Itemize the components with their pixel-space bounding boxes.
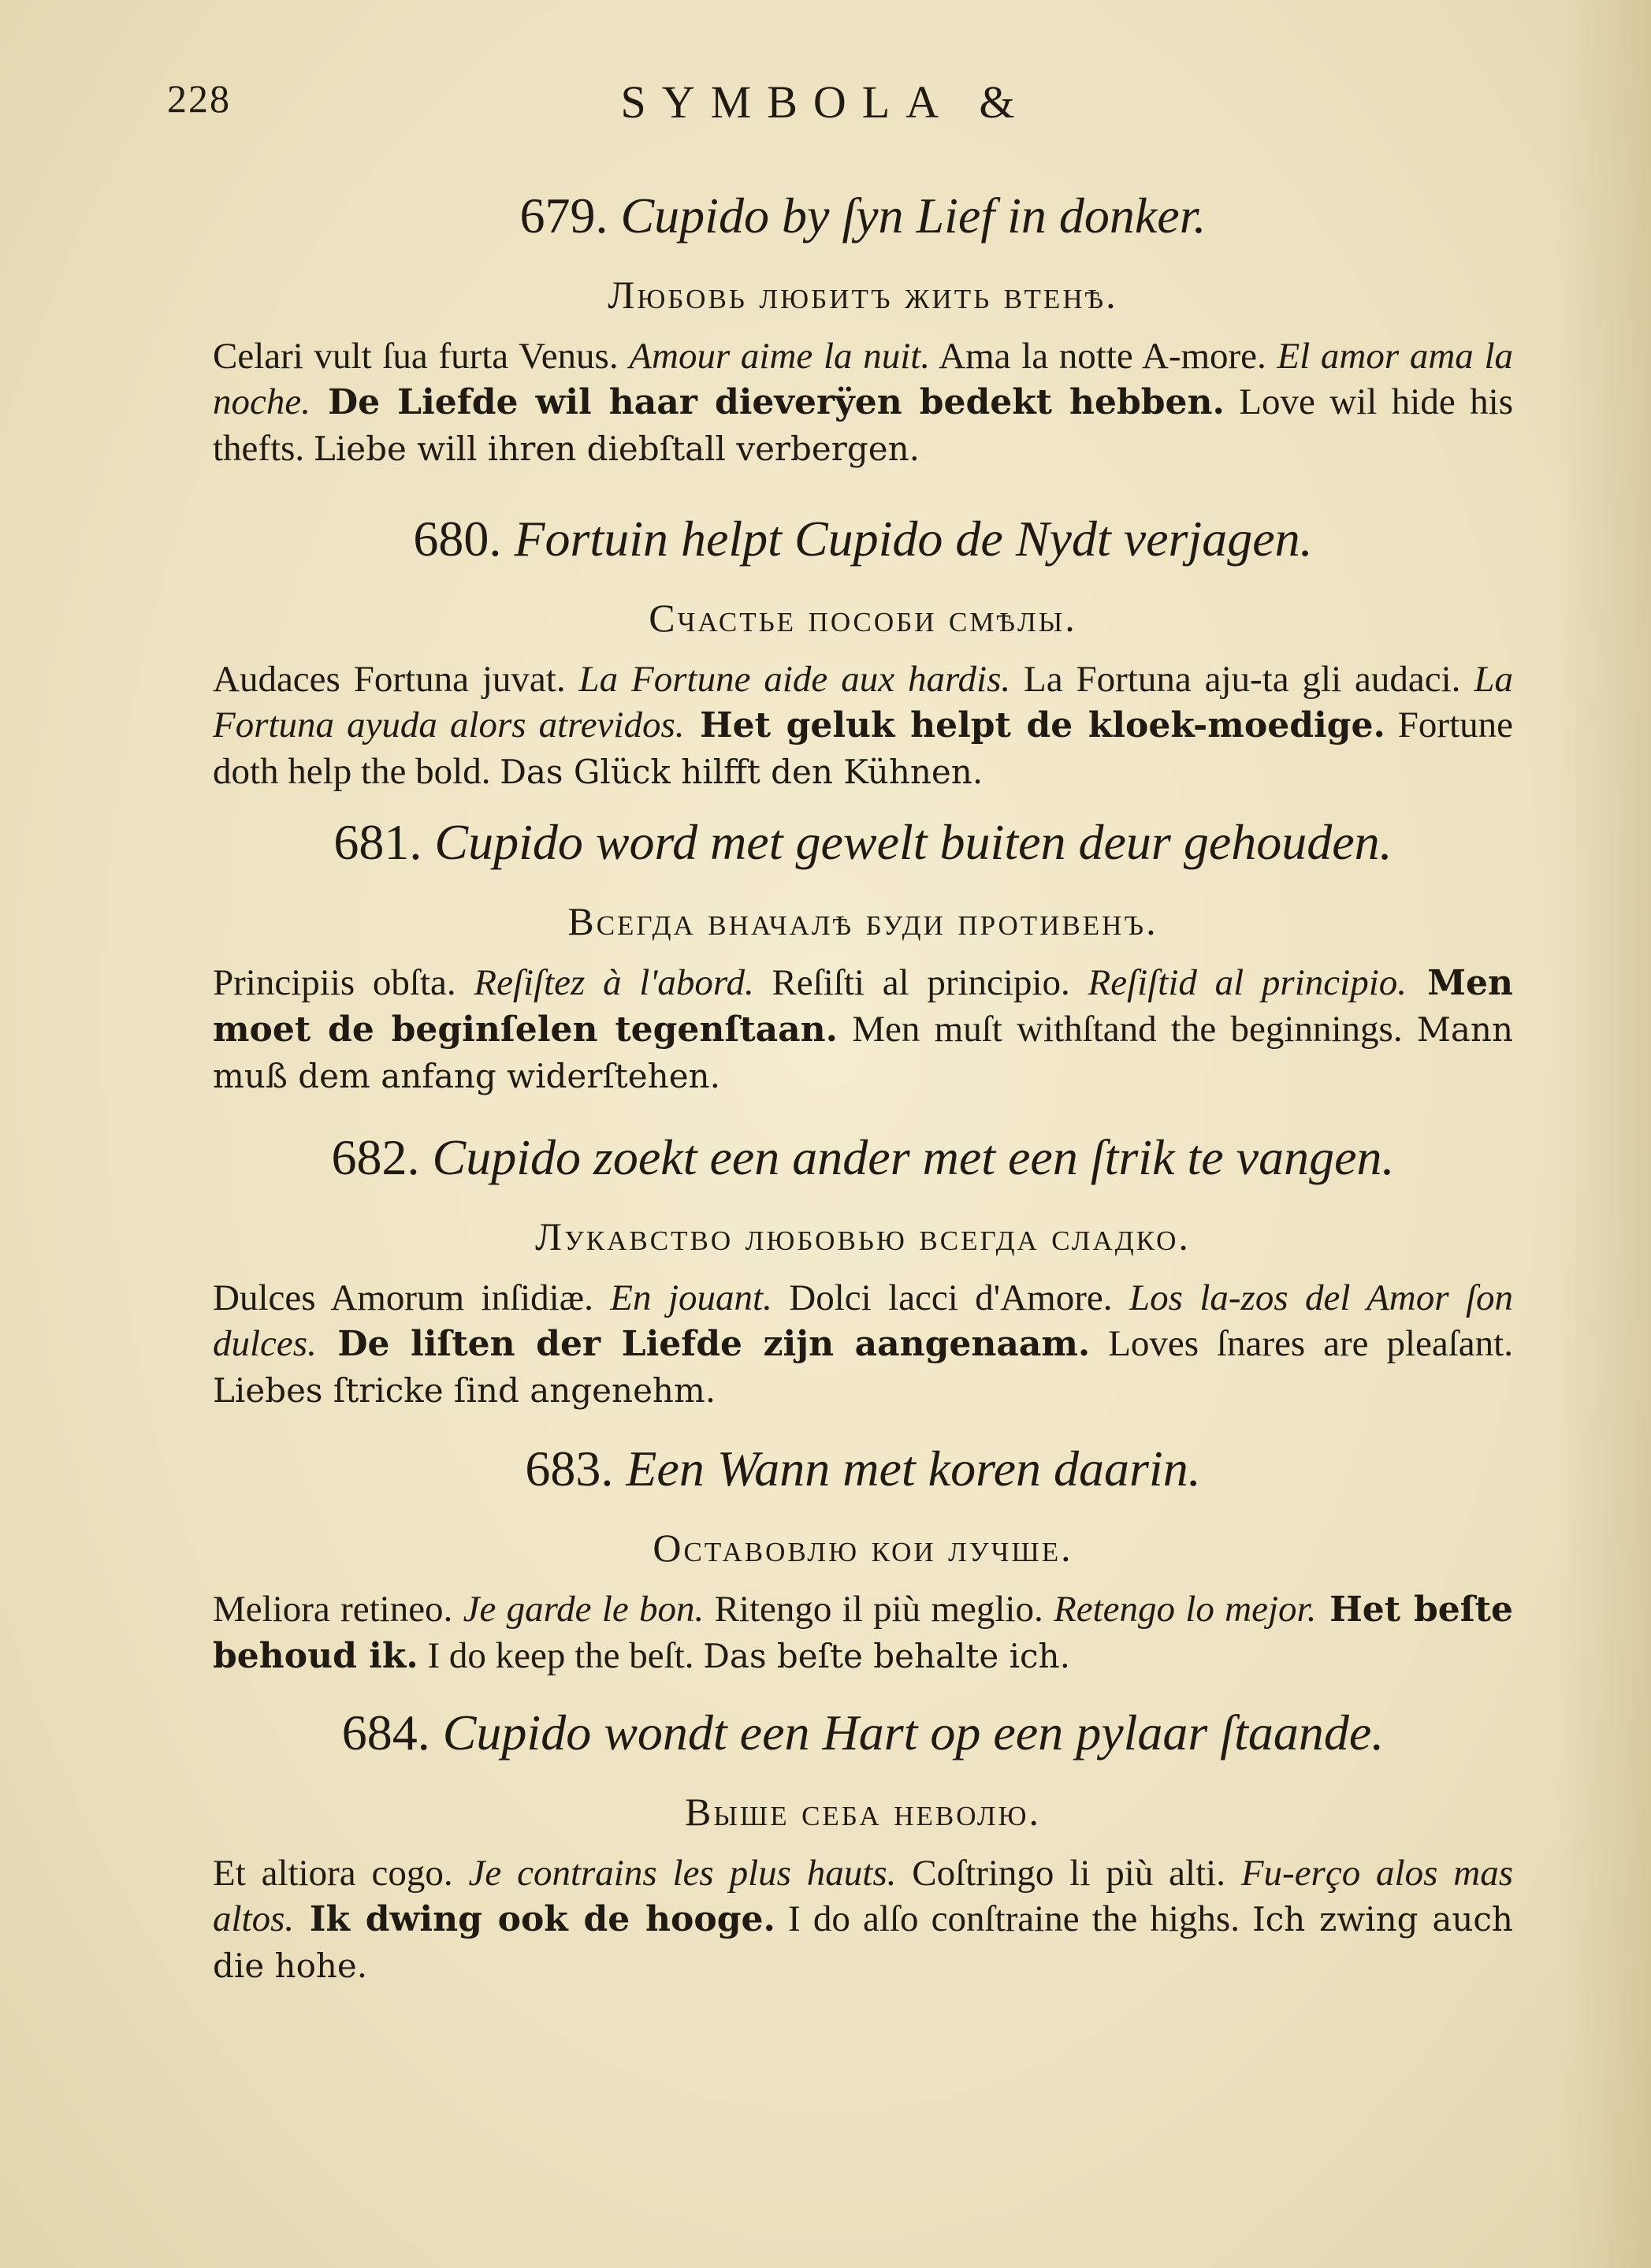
text-segment-gm: Liebes ſtricke ſind angenehm. — [213, 1371, 716, 1410]
text-segment-it: Reſiſtid al principio. — [1088, 962, 1407, 1003]
page-number: 228 — [167, 76, 231, 121]
text-segment-rm: I do alſo conſtraine the highs. — [775, 1898, 1253, 1939]
entry-text — [213, 656, 1513, 795]
text-segment-rm: Fortune doth help the bold. — [213, 705, 1513, 792]
text-segment-it: Reſiſtez à l'abord. — [474, 962, 754, 1003]
entry-number: 684. — [341, 1705, 430, 1760]
text-segment-gm: Mann muß dem anfang widerſtehen. — [213, 1010, 1513, 1095]
entry-title — [213, 185, 1513, 247]
text-segment-bl: Ik dwing ook de hooge. — [294, 1899, 775, 1939]
slavonic-motto: Выше себа неволю. — [685, 1790, 1041, 1834]
entry-title-text: Cupido by ſyn Lief in donker. — [620, 188, 1207, 244]
text-segment-gm: Das Glück hilfft den Kühnen. — [500, 753, 984, 791]
entry-684 — [213, 1702, 1513, 1989]
text-segment-gm: Das beſte behalte ich. — [703, 1637, 1070, 1675]
slavonic-motto: Всегда вначалѣ буди противенъ. — [567, 899, 1158, 943]
entry-title — [213, 812, 1513, 873]
text-segment-it: En jouant. — [610, 1277, 772, 1318]
text-segment-bl: Het geluk helpt de kloek-moedige. — [684, 705, 1385, 745]
entry-text — [213, 960, 1513, 1099]
text-segment-rm: Ama la notte A-more. — [930, 336, 1277, 377]
entry-683 — [213, 1438, 1513, 1679]
running-title: SYMBOLA & — [620, 76, 1031, 128]
entry-title — [213, 1438, 1513, 1500]
text-segment-rm: Principiis obſta. — [213, 962, 474, 1003]
entry-number: 680. — [413, 511, 502, 567]
text-segment-it: Je garde le bon. — [463, 1589, 705, 1630]
entry-text — [213, 333, 1513, 472]
text-segment-rm: Loves ſnares are pleaſant. — [1090, 1323, 1513, 1364]
entry-title-text: Cupido zoekt een ander met een ſtrik te vangen. — [432, 1129, 1395, 1185]
slavonic-motto: Счастье пособи смѣлы. — [649, 596, 1077, 640]
slavonic-motto: Любовь любитъ жить втенѣ. — [608, 273, 1118, 317]
text-segment-it: El amor ama la noche. — [213, 336, 1514, 422]
text-segment-it: Je contrains les plus hauts. — [468, 1853, 897, 1894]
text-segment-rm: Coſtringo li più alti. — [896, 1853, 1241, 1894]
text-segment-rm: Et altiora cogo. — [213, 1853, 469, 1894]
text-segment-rm: I do keep the beſt. — [418, 1635, 704, 1676]
entry-text — [213, 1275, 1513, 1414]
entry-title-text: Een Wann met koren daarin. — [626, 1441, 1201, 1497]
entry-title — [213, 1127, 1513, 1188]
text-segment-bl: Men moet de beginſelen tegenſtaan. — [213, 963, 1513, 1050]
text-segment-bl: De liſten der Liefde zijn aangenaam. — [316, 1324, 1091, 1364]
entry-number: 681. — [333, 814, 422, 870]
slavonic-motto: Лукавство любовью всегда сладко. — [535, 1214, 1191, 1259]
entry-680 — [213, 508, 1513, 795]
text-segment-bl: De Liefde wil haar dieverÿen bedekt hebben. — [310, 382, 1225, 422]
text-segment-rm: Dulces Amorum inſidiæ. — [213, 1277, 611, 1318]
slavonic-motto: Оставовлю кои лучше. — [653, 1526, 1073, 1570]
text-segment-rm: Men muſt withſtand the beginnings. — [837, 1009, 1417, 1050]
text-segment-it: Amour aime la nuit. — [629, 336, 931, 377]
entry-681 — [213, 812, 1513, 1099]
entry-number: 679. — [519, 188, 608, 244]
text-segment-gm: Liebe will ihren diebſtall verbergen. — [313, 429, 920, 468]
entry-number: 683. — [525, 1441, 614, 1497]
entry-title-text: Cupido word met gewelt buiten deur gehouden. — [434, 814, 1393, 870]
entry-title-text: Fortuin helpt Cupido de Nydt verjagen. — [514, 511, 1313, 567]
text-segment-it: Retengo lo mejor. — [1054, 1589, 1317, 1630]
entry-number: 682. — [331, 1129, 420, 1185]
text-segment-rm: Ritengo il più meglio. — [704, 1589, 1054, 1630]
entry-text — [213, 1850, 1513, 1989]
page-edge-shadow — [1556, 0, 1651, 2268]
text-segment-rm: Meliora retineo. — [213, 1589, 463, 1630]
entry-title-text: Cupido wondt een Hart op een pylaar ſtaande. — [442, 1705, 1385, 1760]
text-segment-gm: Ich zwing auch die hohe. — [213, 1900, 1513, 1985]
text-segment-rm: Audaces Fortuna juvat. — [213, 659, 579, 700]
entry-text — [213, 1586, 1513, 1679]
text-segment-bl: Het beſte behoud ik. — [213, 1589, 1513, 1676]
entry-title — [213, 1702, 1513, 1764]
text-segment-rm: Dolci lacci d'Amore. — [772, 1277, 1129, 1318]
text-segment-it: La Fortuna ayuda alors atrevidos. — [213, 659, 1513, 745]
entry-title — [213, 508, 1513, 570]
entry-682 — [213, 1127, 1513, 1414]
text-segment-it: Los la-zos del Amor ſon dulces. — [213, 1277, 1514, 1364]
text-segment-rm: Reſiſti al principio. — [753, 962, 1088, 1003]
text-segment-rm: Love wil hide his thefts. — [213, 381, 1513, 469]
text-segment-rm: La Fortuna aju-ta gli audaci. — [1010, 659, 1474, 700]
text-segment-it: La Fortune aide aux hardis. — [578, 659, 1011, 700]
text-segment-it: Fu-erço alos mas altos. — [213, 1853, 1513, 1939]
text-segment-rm: Celari vult ſua furta Venus. — [213, 336, 630, 377]
entry-679 — [213, 185, 1513, 472]
